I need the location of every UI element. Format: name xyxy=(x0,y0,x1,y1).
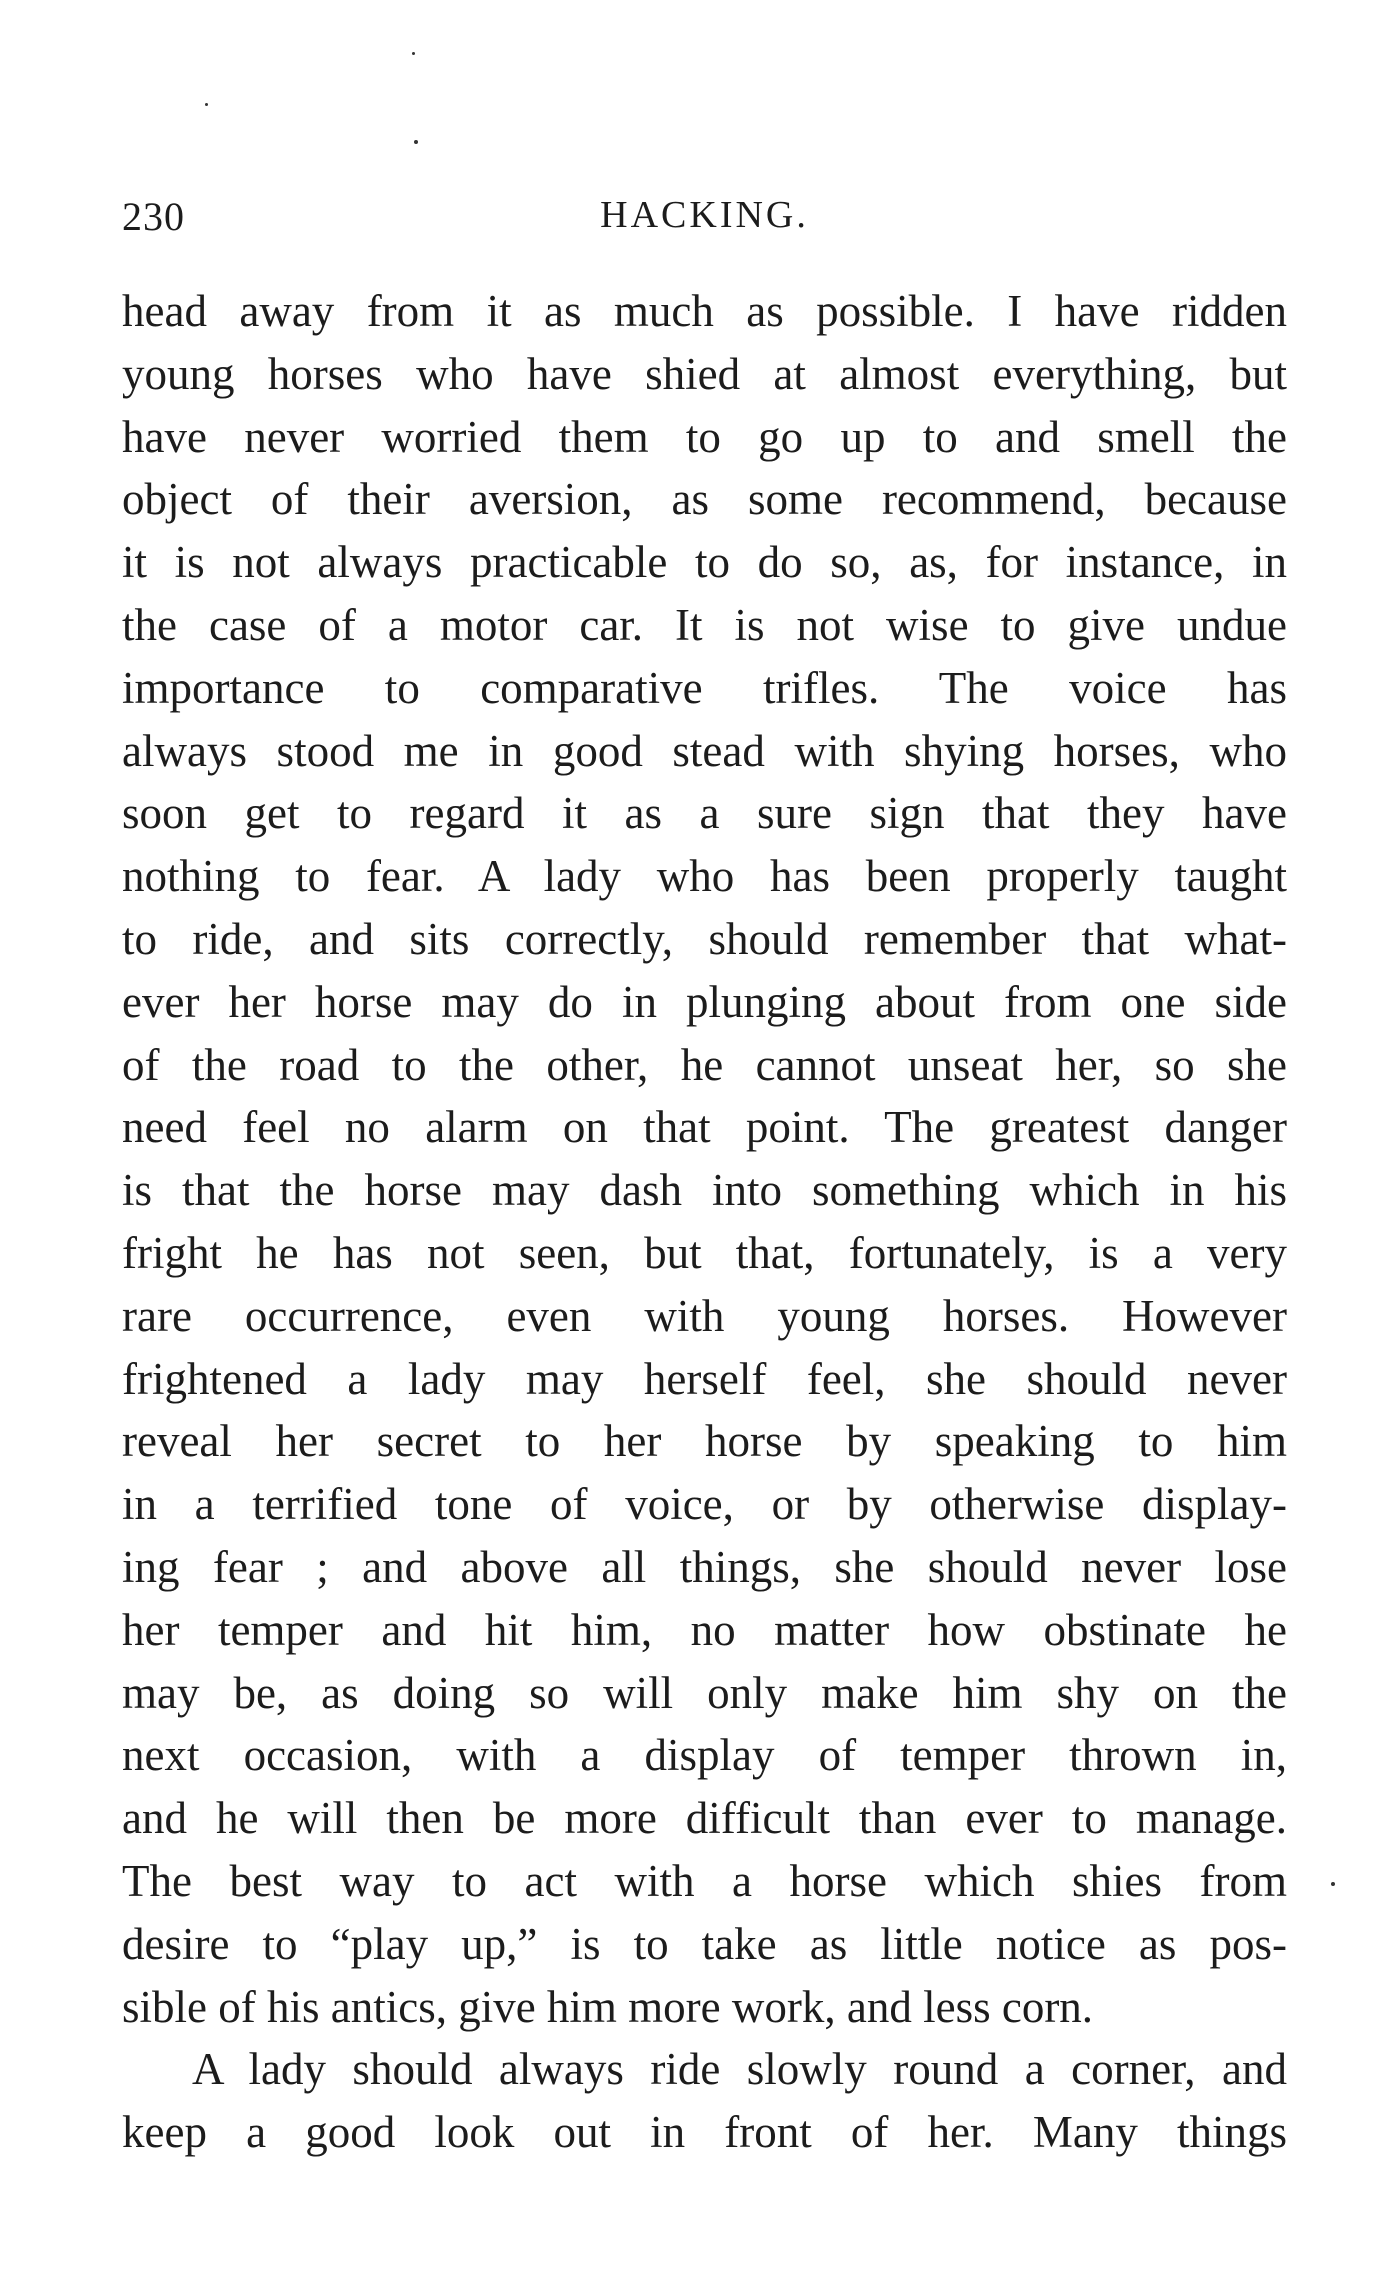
text-line: young horses who have shied at almost everything, but xyxy=(122,348,1287,399)
text-line: is that the horse may dash into something which in his xyxy=(122,1165,1287,1216)
print-speck xyxy=(205,103,208,106)
text-line: rare occurrence, even with young horses. However xyxy=(122,1290,1287,1341)
text-line: of the road to the other, he cannot unseat her, so she xyxy=(122,1039,1287,1090)
body-text xyxy=(122,280,1287,2164)
text-line: The best way to act with a horse which shies from xyxy=(122,1855,1287,1906)
text-line: in a terrified tone of voice, or by otherwise display- xyxy=(122,1479,1287,1530)
text-line: frightened a lady may herself feel, she should never xyxy=(122,1353,1287,1404)
text-line: her temper and hit him, no matter how obstinate he xyxy=(122,1604,1287,1655)
text-line: ever her horse may do in plunging about from one side xyxy=(122,976,1287,1027)
page-header xyxy=(122,193,1287,253)
text-line: importance to comparative trifles. The voice has xyxy=(122,662,1287,713)
text-line: to ride, and sits correctly, should remember that what- xyxy=(122,913,1287,964)
text-line: fright he has not seen, but that, fortunately, is a very xyxy=(122,1227,1287,1278)
text-line: the case of a motor car. It is not wise to give undue xyxy=(122,599,1287,650)
print-speck xyxy=(414,140,418,144)
text-line: soon get to regard it as a sure sign that they have xyxy=(122,788,1287,839)
text-line: object of their aversion, as some recommend, because xyxy=(122,474,1287,525)
paragraph-start-line: A lady should always ride slowly round a corner, and xyxy=(192,2044,1287,2095)
text-line: may be, as doing so will only make him shy on the xyxy=(122,1667,1287,1718)
text-line: desire to “play up,” is to take as little notice as pos- xyxy=(122,1918,1287,1969)
text-line: nothing to fear. A lady who has been properly taught xyxy=(122,851,1287,902)
paragraph-end-line: sible of his antics, give him more work, and less corn. xyxy=(122,1981,1094,2032)
running-title: HACKING. xyxy=(600,194,809,236)
page-number: 230 xyxy=(122,194,185,239)
text-line: it is not always practicable to do so, as, for instance, in xyxy=(122,537,1287,588)
text-line: ing fear ; and above all things, she should never lose xyxy=(122,1541,1287,1592)
print-speck xyxy=(412,52,415,55)
text-line: need feel no alarm on that point. The greatest danger xyxy=(122,1102,1287,1153)
text-line: have never worried them to go up to and smell the xyxy=(122,411,1287,462)
text-line: and he will then be more difficult than ever to manage. xyxy=(122,1793,1287,1844)
text-line: head away from it as much as possible. I have ridden xyxy=(122,286,1287,336)
print-speck xyxy=(1331,1882,1335,1886)
text-line: always stood me in good stead with shying horses, who xyxy=(122,725,1287,776)
text-line: next occasion, with a display of temper thrown in, xyxy=(122,1730,1287,1781)
text-line: keep a good look out in front of her. Many things xyxy=(122,2107,1287,2158)
text-line: reveal her secret to her horse by speaking to him xyxy=(122,1416,1287,1467)
